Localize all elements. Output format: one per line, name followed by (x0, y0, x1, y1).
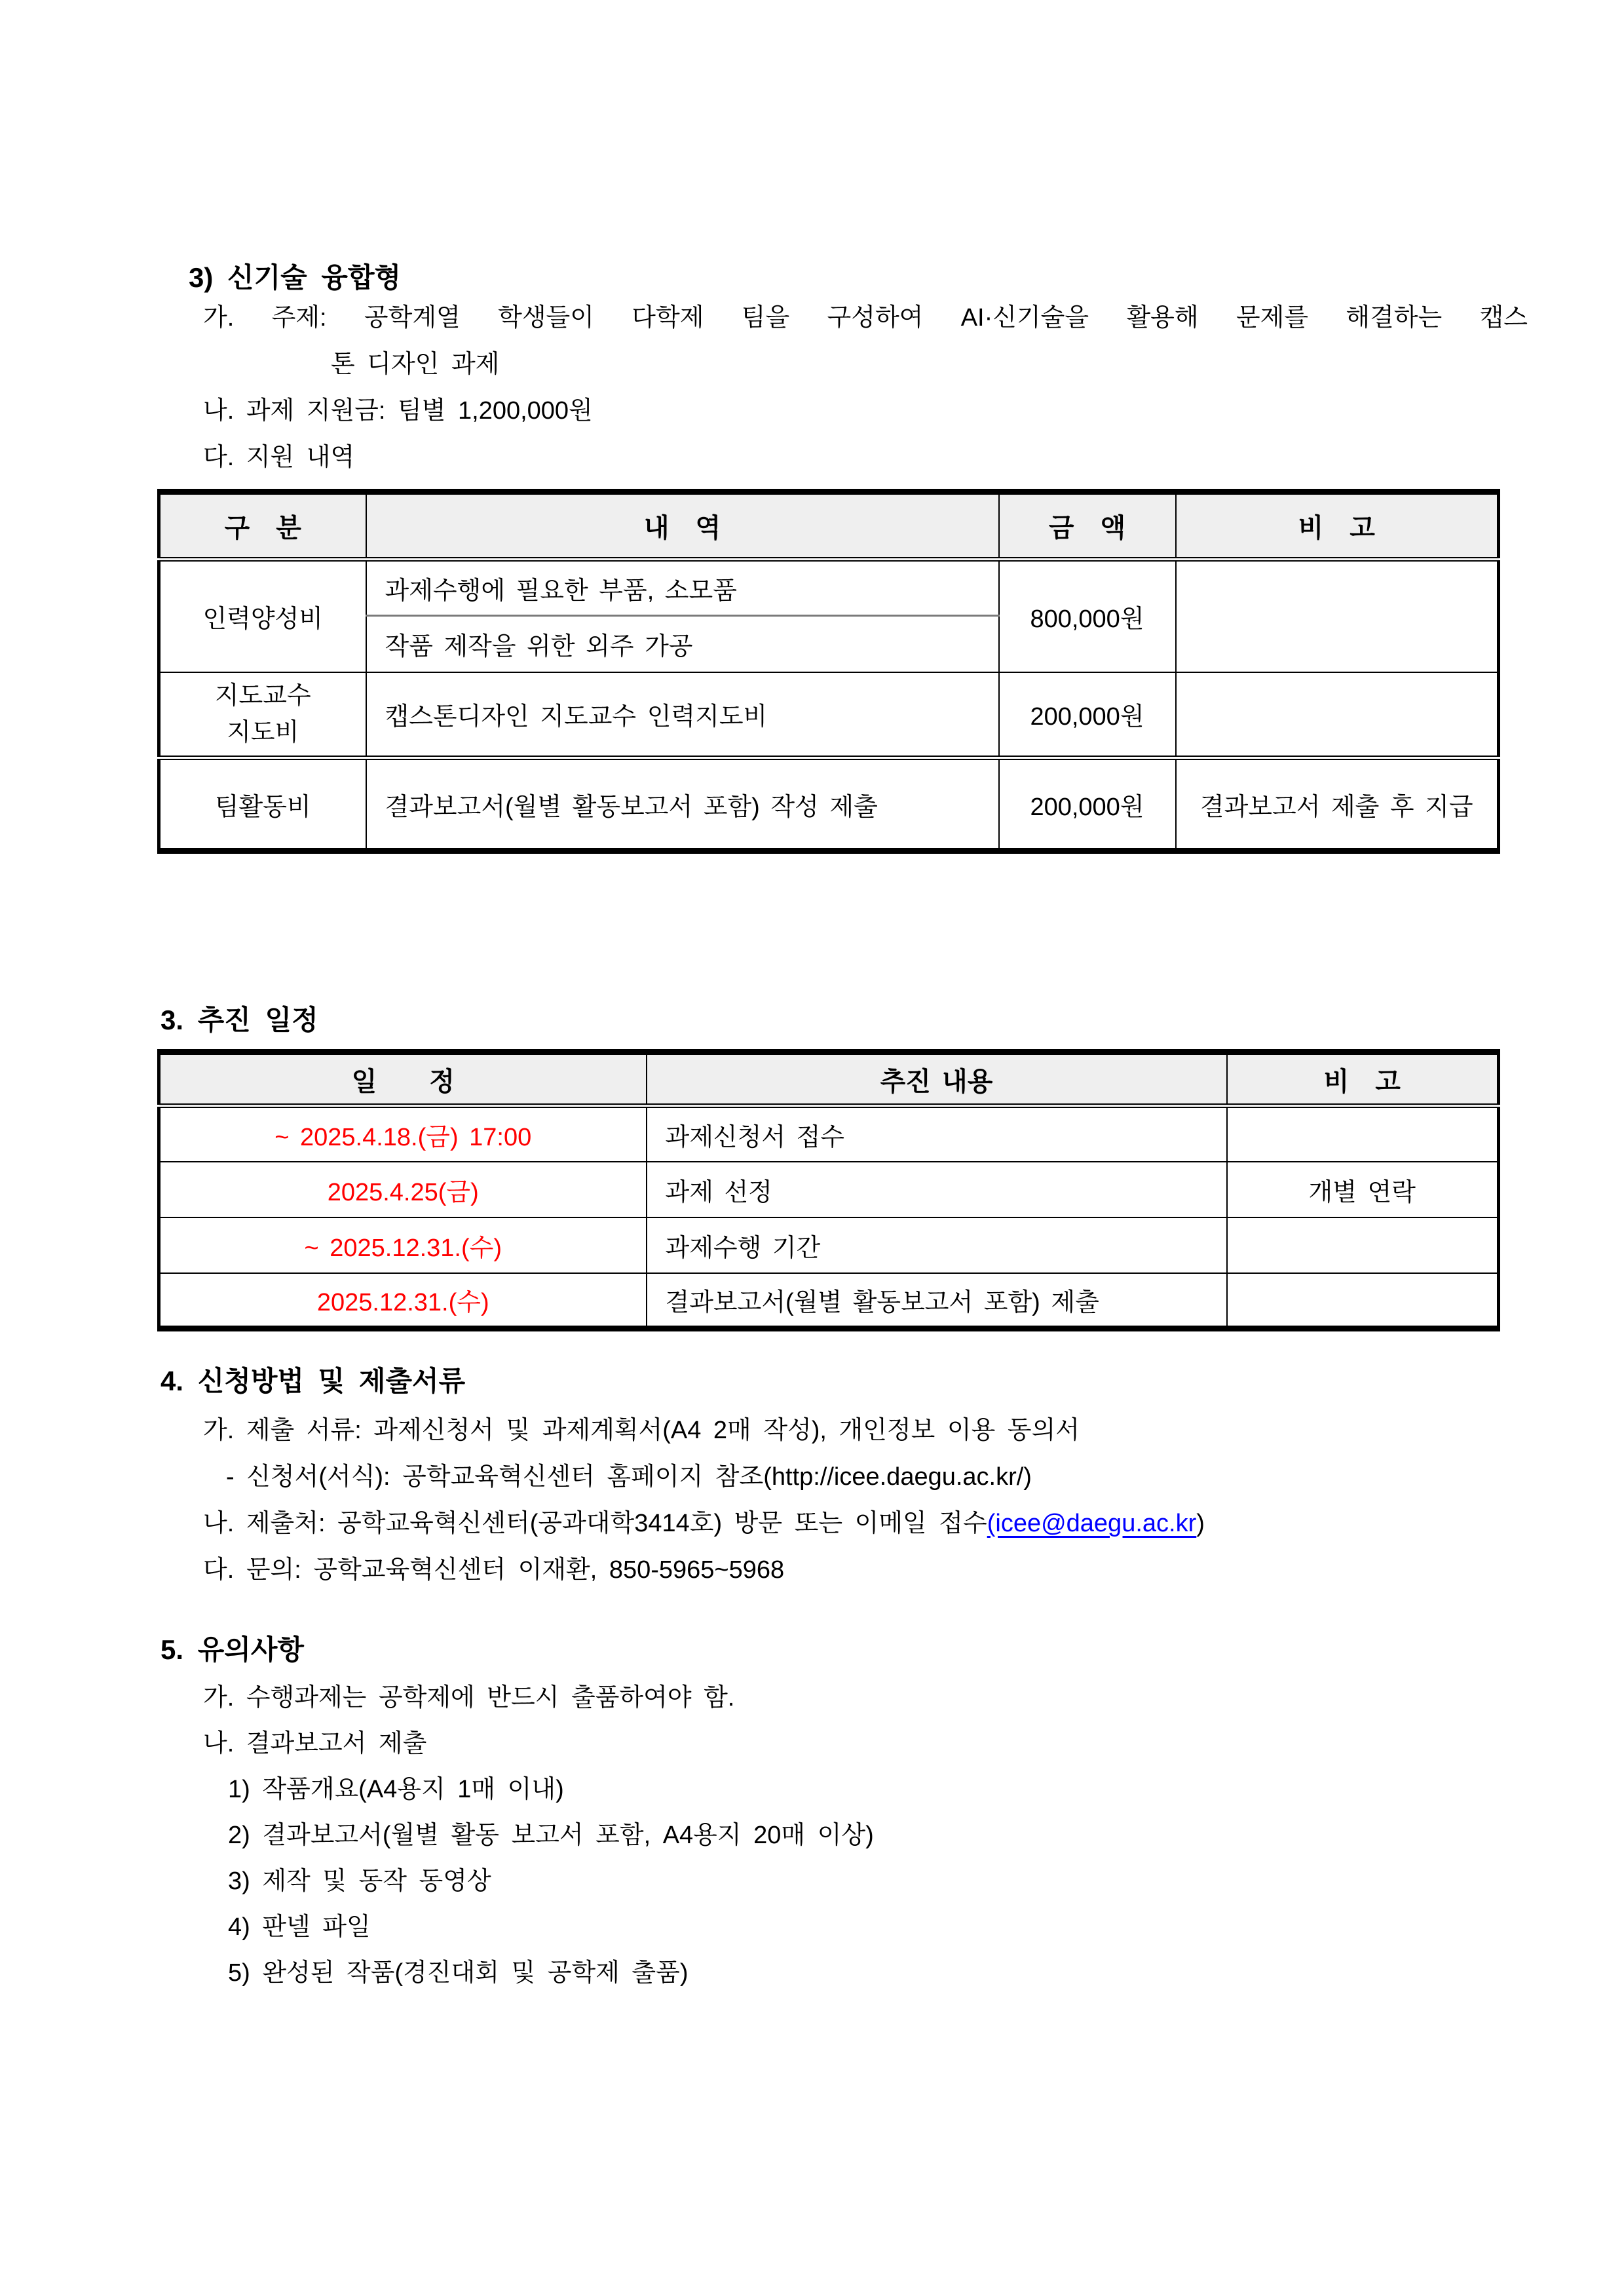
text-line-contact: 다. 문의: 공학교육혁신센터 이재환, 850-5965~5968 (203, 1556, 785, 1584)
text-line-submission-place (203, 1501, 1624, 1547)
section-heading-application: 4. 신청방법 및 제출서류 (161, 1366, 466, 1396)
cell-note-hr (1176, 560, 1499, 672)
section-heading-notes: 5. 유의사항 (161, 1634, 304, 1665)
text-line-subject-2: 톤 디자인 과제 (331, 351, 500, 378)
support-table (157, 489, 1500, 854)
cell-category-prof-line2: 지도비 (227, 718, 299, 746)
email-link[interactable]: (icee@daegu.ac.kr (987, 1510, 1197, 1537)
cell-detail-team: 결과보고서(월별 활동보고서 포함) 작성 제출 (366, 758, 999, 851)
text-line-subject-1: 가. 주제: 공학계열 학생들이 다학제 팀을 구성하여 AI·신기술을 활용해 문제를 해결하는 캡스 (203, 304, 1528, 332)
section-heading-schedule: 3. 추진 일정 (161, 1004, 318, 1035)
cell-content-application: 과제신청서 접수 (647, 1106, 1227, 1162)
support-table-header-row (159, 492, 1499, 560)
cell-note-period (1227, 1217, 1499, 1273)
subsection-heading-newtech: 3) 신기술 융합형 (189, 262, 402, 293)
text-line-support-detail: 다. 지원 내역 (203, 444, 355, 471)
text-line-note-b: 나. 결과보고서 제출 (203, 1730, 427, 1757)
cell-category-prof (159, 672, 366, 758)
list-item-summary: 1) 작품개요(A4용지 1매 이내) (228, 1776, 564, 1803)
cell-note-team: 결과보고서 제출 후 지급 (1176, 758, 1499, 851)
schedule-table (157, 1049, 1500, 1331)
column-header-note: 비 고 (1176, 492, 1499, 560)
cell-detail-parts: 과제수행에 필요한 부품, 소모품 (366, 560, 999, 616)
column-header-detail: 내 역 (366, 492, 999, 560)
cell-content-report: 결과보고서(월별 활동보고서 포함) 제출 (647, 1273, 1227, 1329)
list-item-video: 3) 제작 및 동작 동영상 (228, 1867, 491, 1895)
table-row-hr-1 (159, 560, 1499, 616)
schedule-table-header-row (159, 1052, 1499, 1106)
column-header-content: 추진 내용 (647, 1052, 1227, 1106)
schedule-row-selection (159, 1162, 1499, 1217)
cell-note-selection: 개별 연락 (1227, 1162, 1499, 1217)
submission-place-text: 나. 제출처: 공학교육혁신센터(공과대학3414호) 방문 또는 이메일 접수 (203, 1510, 987, 1537)
cell-detail-prof: 캡스톤디자인 지도교수 인력지도비 (366, 672, 999, 758)
cell-detail-outsourcing: 작품 제작을 위한 외주 가공 (366, 616, 999, 672)
cell-note-application (1227, 1106, 1499, 1162)
text-line-form-reference: - 신청서(서식): 공학교육혁신센터 홈페이지 참조(http://icee.daegu.ac.kr/) (226, 1463, 1032, 1491)
schedule-row-period (159, 1217, 1499, 1273)
cell-note-report (1227, 1273, 1499, 1329)
cell-date-application: ~ 2025.4.18.(금) 17:00 (274, 1123, 532, 1151)
list-item-report: 2) 결과보고서(월별 활동 보고서 포함, A4용지 20매 이상) (228, 1822, 874, 1849)
cell-category-team: 팀활동비 (159, 758, 366, 851)
schedule-row-report (159, 1273, 1499, 1329)
column-header-amount: 금 액 (999, 492, 1176, 560)
text-line-submission-docs: 가. 제출 서류: 과제신청서 및 과제계획서(A4 2매 작성), 개인정보 이용 동의서 (203, 1417, 1080, 1444)
cell-date-selection: 2025.4.25(금) (159, 1162, 647, 1217)
cell-content-selection: 과제 선정 (647, 1162, 1227, 1217)
list-item-panel: 4) 판넬 파일 (228, 1913, 371, 1941)
cell-amount-prof: 200,000원 (999, 672, 1176, 758)
cell-amount-hr: 800,000원 (999, 560, 1176, 672)
cell-date-period: ~ 2025.12.31.(수) (159, 1217, 647, 1273)
cell-content-period: 과제수행 기간 (647, 1217, 1227, 1273)
table-row-team (159, 758, 1499, 851)
cell-category-prof-line1: 지도교수 (214, 681, 311, 710)
schedule-row-application (159, 1106, 1499, 1162)
submission-place-close-paren: ) (1196, 1510, 1205, 1537)
cell-amount-team: 200,000원 (999, 758, 1176, 851)
list-item-finished-work: 5) 완성된 작품(경진대회 및 공학제 출품) (228, 1959, 689, 1987)
cell-category-hr: 인력양성비 (202, 605, 324, 634)
cell-date-report: 2025.12.31.(수) (159, 1273, 647, 1329)
column-header-category: 구 분 (159, 492, 366, 560)
column-header-date: 일 정 (159, 1052, 647, 1106)
column-header-note2: 비 고 (1227, 1052, 1499, 1106)
text-line-grant: 나. 과제 지원금: 팀별 1,200,000원 (203, 397, 593, 425)
table-row-prof (159, 672, 1499, 758)
cell-note-prof (1176, 672, 1499, 758)
text-line-note-a: 가. 수행과제는 공학제에 반드시 출품하여야 함. (203, 1684, 735, 1712)
